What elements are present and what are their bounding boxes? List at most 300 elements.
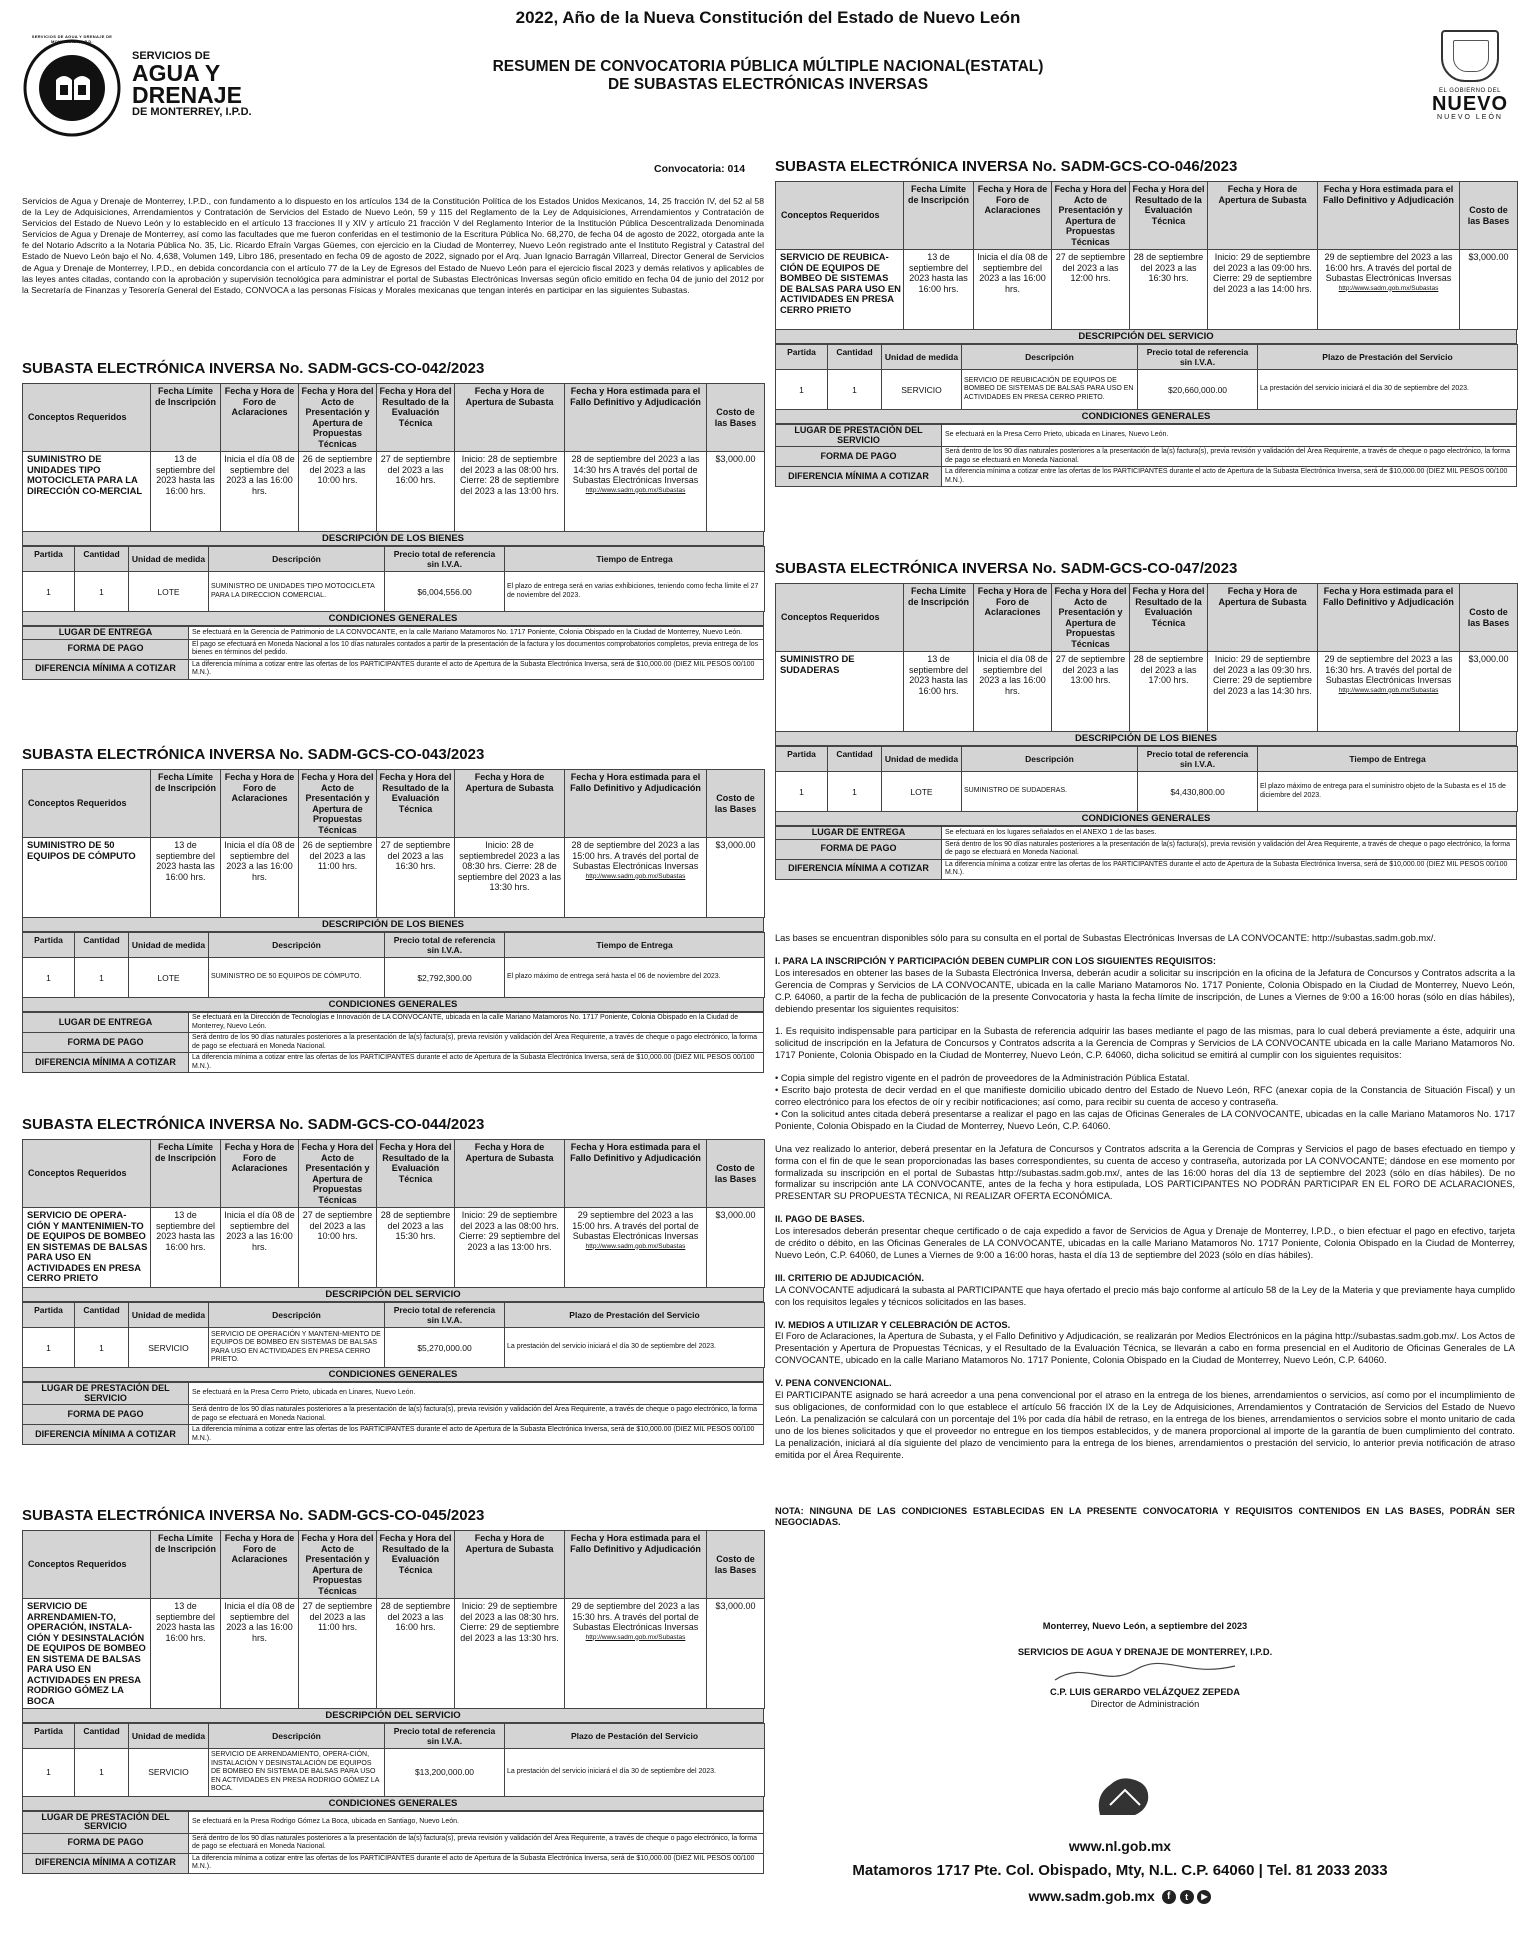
payment-value: Será dentro de los 90 días naturales posteriores a la presentación de la(s) factura(s), previa revisión y validación del Área Requirente, a través de cheque o pago electrónico, la forma de pago se efectuará en Moneda Nacional.	[942, 839, 1517, 859]
header-price: Precio total de referencia sin I.V.A.	[1138, 747, 1258, 772]
description-data-row	[23, 1328, 765, 1368]
auction-schedule-table	[775, 181, 1518, 330]
header-opening: Fecha y Hora de Apertura de Subasta	[1208, 182, 1318, 250]
place-value: Se efectuará en la Gerencia de Patrimonio de LA CONVOCANTE, en la calle Mariano Matamoros No. 1717 Poniente, Colonia Obispado en la Ciudad de Monterrey, Nuevo León.	[189, 627, 764, 640]
qty-cell: 1	[828, 772, 882, 812]
deadline-cell: 13 de septiembre del 2023 hasta las 16:00 hrs.	[151, 452, 221, 532]
requirement-bullet-1: • Copia simple del registro vigente en el padrón de proveedores de la Administración Pública Estatal.	[775, 1073, 1190, 1084]
header-description: Descripción	[962, 345, 1138, 370]
header-concepts: Conceptos Requeridos	[23, 770, 151, 838]
signatory-name: C.P. LUIS GERARDO VELÁZQUEZ ZEPEDA	[1050, 1687, 1240, 1697]
conditions-header: CONDICIONES GENERALES	[775, 812, 1517, 826]
forum-cell: Inicia el día 08 de septiembre del 2023 a las 16:00 hrs.	[974, 250, 1052, 330]
concept-cell: SUMINISTRO DE UNIDADES TIPO MOTOCICLETA PARA LA DIRECCIÓN CO-MERCIAL	[23, 452, 151, 532]
ruling-text: 29 de septiembre del 2023 a las 16:00 hrs. A través del portal de Subastas Electrónicas Inversas	[1324, 252, 1453, 283]
concept-cell: SUMINISTRO DE SUDADERAS	[776, 652, 904, 732]
header-description: Descripción	[209, 547, 385, 572]
header-evaluation: Fecha y Hora del Resultado de la Evaluación Técnica	[377, 384, 455, 452]
conditions-table	[22, 1811, 764, 1874]
auction-block	[22, 360, 764, 680]
intro-paragraph: Servicios de Agua y Drenaje de Monterrey, I.P.D., con fundamento a lo dispuesto en los artículos 134 de la Constitución Política de los Estados Unidos Mexicanos, 14, 25 fracción IV, del 52 al 58 de la Ley de Adquisiciones, Arrendamientos y Contratación de Servicios del Estado de Nuevo León, 59 y 115 del Reglamento de la Ley de Adquisiciones, Arrendamientos y Contratación de Servicios del Estado de Nuevo León y lo establecido en el artículo 13 fracciones II y XIV y artículo 21 fracción V del Reglamento Interior de la Institución Pública Descentralizada Denominada Servicios de Agua y Drenaje de Monterrey, así como las facultades que me fueron conferidas en el testimonio de la Escritura Pública No. 68,270, de fecha 04 de agosto de 2022, otorgada ante la fe del Notario Adscrito a la Notaria Pública No. 35, Lic. Ricardo Efraín Vargas Güemes, con ejercicio en la Ciudad de Monterrey, Nuevo León registrado ante el Instituto Registral y Catastral del Estado de Nuevo León bajo el No. 4,638, Volumen 149, Libro 186, presentado en fecha 09 de agosto de 2022, signado por el Arq. Juan Ignacio Barragán Villarreal, Director General de Servicios de Agua y Drenaje de Monterrey, I.P.D., en debida concordancia con el artículo 77 de la Ley de Egresos del Estado de Nuevo León para el ejercicio fiscal 2023 y demás relativos y aplicables de las leyes antes citadas, contando con la aprobación y supervisión tecnológica para administrar el portal de Subastas Electrónicas Inversas según oficio emitido en fecha 04 de junio del 2012 por la Secretaría de Finanzas y Tesorería General del Estado, CONVOCA a las personas Físicas y Morales mexicanas que tengan interés en participar en las siguientes Subastas.	[22, 196, 764, 295]
unit-cell: LOTE	[882, 772, 962, 812]
header-concepts: Conceptos Requeridos	[776, 182, 904, 250]
evaluation-cell: 27 de septiembre del 2023 a las 16:00 hrs.	[377, 452, 455, 532]
header-description: Descripción	[209, 933, 385, 958]
section-4-title: IV. MEDIOS A UTILIZAR Y CELEBRACIÓN DE ACTOS.	[775, 1319, 1011, 1330]
cost-cell: $3,000.00	[1460, 250, 1518, 330]
description-table	[22, 1302, 765, 1368]
concept-cell: SERVICIO DE REUBICA-CIÓN DE EQUIPOS DE BOMBEO DE SISTEMAS DE BALSAS PARA USO EN ACTIVIDADES EN PRESA CERRO PRIETO	[776, 250, 904, 330]
header-item: Partida	[776, 747, 828, 772]
header-price: Precio total de referencia sin I.V.A.	[385, 1303, 505, 1328]
header-ruling: Fecha y Hora estimada para el Fallo Definitivo y Adjudicación	[565, 770, 707, 838]
ruling-cell	[565, 838, 707, 918]
header-qty: Cantidad	[828, 345, 882, 370]
auction-title: SUBASTA ELECTRÓNICA INVERSA No. SADM-GCS-CO-046/2023	[775, 158, 1238, 175]
item-cell: 1	[23, 572, 75, 612]
header-qty: Cantidad	[75, 1303, 129, 1328]
schedule-data-row	[23, 1599, 765, 1709]
ruling-text: 29 de septiembre del 2023 a las 16:30 hrs. A través del portal de Subastas Electrónicas Inversas	[1324, 654, 1453, 685]
sadm-logo	[22, 34, 272, 138]
item-cell: 1	[23, 1749, 75, 1797]
header-time: Plazo de Pestación del Servicio	[505, 1724, 765, 1749]
opening-cell: Inicio: 29 de septiembre del 2023 a las 09:00 hrs. Cierre: 29 de septiembre del 2023 a las 14:00 hrs.	[1208, 250, 1318, 330]
item-cell: 1	[23, 958, 75, 998]
header-cost: Costo de las Bases	[1460, 584, 1518, 652]
youtube-icon[interactable]: ▶	[1197, 1890, 1211, 1904]
auction-portal-link[interactable]: http://www.sadm.gob.mx/Subastas	[585, 872, 686, 880]
section-1-paragraph-1: Los interesados en obtener las bases de la Subasta Electrónica Inversa, deberán acudir a solicitar su inscripción en la oficina de la Jefatura de Concursos y Contratos adscrita a la Gerencia de Compras y Servicios de LA CONVOCANTE, ubicada en la calle Mariano Matamoros No. 1717 Poniente, Colonia Obispado en la Ciudad de Monterrey, Nuevo León, C.P. 64060, a partir de la fecha de publicación de la presente Convocatoria y hasta la fecha límite de inscripción, de Lunes a Viernes de 9:00 a 16:00 horas (sólo en días hábiles), debiendo presentar los siguientes requisitos:	[775, 967, 1515, 1014]
condition-difference-row	[776, 859, 1517, 879]
ruling-cell	[1318, 652, 1460, 732]
schedule-data-row	[23, 838, 765, 918]
sadm-logo-ring-text: SERVICIOS DE AGUA Y DRENAJE DE MONTERREY, I.P.D.	[31, 34, 113, 44]
payment-label: FORMA DE PAGO	[776, 839, 942, 859]
opening-cell: Inicio: 28 de septiembredel 2023 a las 08:30 hrs. Cierre: 28 de septiembre del 2023 a las 13:30 hrs.	[455, 838, 565, 918]
deadline-cell: 13 de septiembre del 2023 hasta las 16:00 hrs.	[151, 1208, 221, 1288]
cost-cell: $3,000.00	[707, 452, 765, 532]
opening-cell: Inicio: 29 de septiembre del 2023 a las 08:30 hrs. Cierre: 29 de septiembre del 2023 a las 13:30 hrs.	[455, 1599, 565, 1709]
description-cell: SUMINISTRO DE 50 EQUIPOS DE CÓMPUTO.	[209, 958, 385, 998]
header-unit: Unidad de medida	[129, 933, 209, 958]
auction-schedule-table	[22, 1530, 765, 1709]
difference-label: DIFERENCIA MÍNIMA A COTIZAR	[776, 859, 942, 879]
signatory-role: Director de Administración	[1090, 1699, 1200, 1709]
opening-cell: Inicio: 28 de septiembre del 2023 a las 08:00 hrs. Cierre: 28 de septiembre del 2023 a las 13:00 hrs.	[455, 452, 565, 532]
condition-payment-row	[23, 1833, 764, 1853]
difference-value: La diferencia mínima a cotizar entre las ofertas de los PARTICIPANTES durante el acto de Apertura de la Subasta Electrónica Inversa, será de $10,000.00 (DIEZ MIL PESOS 00/100 M.N.).	[189, 1425, 764, 1445]
header-opening: Fecha y Hora de Apertura de Subasta	[455, 384, 565, 452]
twitter-icon[interactable]: t	[1180, 1890, 1194, 1904]
time-cell: El plazo máximo de entrega será hasta el 06 de noviembre del 2023.	[505, 958, 765, 998]
concept-cell: SUMINISTRO DE 50 EQUIPOS DE CÓMPUTO	[23, 838, 151, 918]
section-2-title: II. PAGO DE BASES.	[775, 1214, 865, 1225]
section-5-paragraph: El PARTICIPANTE asignado se hará acreedor a una pena convencional por el atraso en la entrega de los bienes, arrendamientos o servicios, así como por el incumplimiento de sus obligaciones, de conformidad con lo que establece el artículo 56 fracción IX de la Ley de Adquisiciones, Arrendamientos y Contratación de Servicios del Estado de Nuevo León. La penalización se calculará con un porcentaje del 1% por cada día hábil de retraso, en la entrega de los bienes, arrendamientos o servicios sobre el monto unitario de cada uno de los bienes solicitados y que el proveedor no entregue en los tiempos establecidos, y de manera proporcional al importe de la garantía de buen cumplimiento del contrato. La penalización, iniciará al día siguiente del plazo de vencimiento para la entrega de los bienes, arrendamientos o prestación del servicio, lo anterior previa notificación de atraso emitida por el Área Requirente.	[775, 1390, 1515, 1460]
year-title: 2022, Año de la Nueva Constitución del Estado de Nuevo León	[515, 8, 1021, 27]
qty-cell: 1	[75, 1749, 129, 1797]
evaluation-cell: 28 de septiembre del 2023 a las 16:00 hrs.	[377, 1599, 455, 1709]
difference-label: DIFERENCIA MÍNIMA A COTIZAR	[23, 1053, 189, 1073]
convocatoria-number: Convocatoria: 014	[654, 163, 746, 175]
auction-portal-link[interactable]: http://www.sadm.gob.mx/Subastas	[1338, 686, 1439, 694]
difference-label: DIFERENCIA MÍNIMA A COTIZAR	[776, 467, 942, 487]
header-item: Partida	[23, 933, 75, 958]
header-item: Partida	[23, 1303, 75, 1328]
header-unit: Unidad de medida	[129, 1303, 209, 1328]
header-ruling: Fecha y Hora estimada para el Fallo Definitivo y Adjudicación	[1318, 584, 1460, 652]
description-table	[775, 746, 1518, 812]
header-presentation: Fecha y Hora del Acto de Presentación y Apertura de Propuestas Técnicas	[299, 770, 377, 838]
payment-label: FORMA DE PAGO	[23, 1033, 189, 1053]
description-header-row	[776, 345, 1518, 370]
payment-label: FORMA DE PAGO	[776, 447, 942, 467]
condition-place-row	[23, 1013, 764, 1033]
description-cell: SERVICIO DE REUBICACIÓN DE EQUIPOS DE BOMBEO DE SISTEMAS DE BALSAS PARA USO EN ACTIVIDADES EN PRESA CERRO PRIETO.	[962, 370, 1138, 410]
schedule-data-row	[23, 1208, 765, 1288]
unit-cell: LOTE	[129, 958, 209, 998]
facebook-icon[interactable]: f	[1162, 1890, 1176, 1904]
payment-label: FORMA DE PAGO	[23, 1833, 189, 1853]
header-description: Descripción	[209, 1724, 385, 1749]
header-time: Plazo de Prestación del Servicio	[505, 1303, 765, 1328]
header-evaluation: Fecha y Hora del Resultado de la Evaluación Técnica	[1130, 584, 1208, 652]
description-header: DESCRIPCIÓN DE LOS BIENES	[775, 732, 1517, 746]
qty-cell: 1	[75, 1328, 129, 1368]
payment-value: El pago se efectuará en Moneda Nacional a los 10 días naturales contados a partir de la presentación de la factura y los documentos comprobatorios completos, previa entrega de los bienes en términos del pedido.	[189, 639, 764, 659]
presentation-cell: 26 de septiembre del 2023 a las 11:00 hrs.	[299, 838, 377, 918]
time-cell: El plazo máximo de entrega para el suministro objeto de la Subasta es el 15 de diciembre del 2023.	[1258, 772, 1518, 812]
section-5-title: V. PENA CONVENCIONAL.	[775, 1378, 892, 1389]
header-forum: Fecha y Hora de Foro de Aclaraciones	[221, 1531, 299, 1599]
description-data-row	[23, 958, 765, 998]
auction-schedule-table	[22, 769, 765, 918]
description-header-row	[23, 547, 765, 572]
condition-place-row	[776, 425, 1517, 447]
header-cost: Costo de las Bases	[707, 1140, 765, 1208]
document-title	[300, 58, 1236, 94]
conditions-table	[22, 1012, 764, 1073]
description-header: DESCRIPCIÓN DE LOS BIENES	[22, 918, 764, 932]
condition-payment-row	[23, 1405, 764, 1425]
ruling-text: 29 septiembre del 2023 a las 15:00 hrs. A través del portal de Subastas Electrónicas Inversas	[572, 1210, 699, 1241]
auction-portal-link[interactable]: http://www.sadm.gob.mx/Subastas	[585, 486, 686, 494]
header-presentation: Fecha y Hora del Acto de Presentación y Apertura de Propuestas Técnicas	[299, 1531, 377, 1599]
difference-value: La diferencia mínima a cotizar entre las ofertas de los PARTICIPANTES durante el acto de Apertura de la Subasta Electrónica Inversa, será de $10,000.00 (DIEZ MIL PESOS 00/100 M.N.).	[942, 859, 1517, 879]
price-cell: $4,430,800.00	[1138, 772, 1258, 812]
header-deadline: Fecha Límite de Inscripción	[904, 182, 974, 250]
schedule-data-row	[23, 452, 765, 532]
qty-cell: 1	[828, 370, 882, 410]
ruling-cell	[1318, 250, 1460, 330]
conditions-header: CONDICIONES GENERALES	[22, 612, 764, 626]
section-3-title: III. CRITERIO DE ADJUDICACIÓN.	[775, 1272, 924, 1283]
description-header: DESCRIPCIÓN DEL SERVICIO	[775, 330, 1517, 344]
section-1-paragraph-3: Una vez realizado lo anterior, deberá presentar en la Jefatura de Concursos y Contratos adscrita a la Gerencia de Compras y Servicios el pago de bases efectuado en tiempo y forma con el fin de que le sean proporcionadas las bases correspondientes, su cuenta de acceso y contraseña, autorizada por LA CONVOCANTE; dándose en ese momento por formalizada su inscripción en el portal de Subastas http://subastas.sadm.gob.mx/, antes de las 16:00 horas del día 13 de septiembre del 2023 (sólo en días hábiles). De no formalizar su inscripción ante LA CONVOCANTE, antes de la fecha y hora estipulada, LOS PARTICIPANTES NO PODRÁN PARTICIPAR EN EL FORO DE ACLARACIONES, PRESENTAR SU PROPUESTA TÉCNICA, NI REALIZAR OFERTA ECONÓMICA.	[775, 1143, 1515, 1202]
conditions-header: CONDICIONES GENERALES	[775, 410, 1517, 424]
ruling-cell	[565, 452, 707, 532]
header-qty: Cantidad	[75, 547, 129, 572]
description-table	[22, 546, 765, 612]
header-evaluation: Fecha y Hora del Resultado de la Evaluación Técnica	[377, 1140, 455, 1208]
place-value: Se efectuará en los lugares señalados en el ANEXO 1 de las bases.	[942, 827, 1517, 840]
section-4-paragraph: El Foro de Aclaraciones, la Apertura de Subasta, y el Fallo Definitivo y Adjudicación, se realizarán por Medios Electrónicos en la página http://subastas.sadm.gob.mx/. Los Actos de Presentación y Apertura de Propuestas Técnicas, y el Resultado de la Evaluación Técnica, se llevarán a cabo en forma presencial en el Auditorio de Oficinas Generales de LA CONVOCANTE, ubicado en la calle Mariano Matamoros No. 1717 Poniente, Colonia Obispado en la Ciudad de Monterrey, Nuevo León, C.P. 64060.	[775, 1331, 1515, 1366]
auction-title: SUBASTA ELECTRÓNICA INVERSA No. SADM-GCS-CO-045/2023	[22, 1507, 485, 1524]
condition-place-row	[776, 827, 1517, 840]
header-ruling: Fecha y Hora estimada para el Fallo Definitivo y Adjudicación	[1318, 182, 1460, 250]
footer-website-1[interactable]: www.nl.gob.mx	[1068, 1838, 1172, 1854]
evaluation-cell: 27 de septiembre del 2023 a las 16:30 hrs.	[377, 838, 455, 918]
unit-cell: SERVICIO	[129, 1328, 209, 1368]
requirements-text	[775, 933, 1515, 1529]
header-evaluation: Fecha y Hora del Resultado de la Evaluación Técnica	[377, 1531, 455, 1599]
time-cell: La prestación del servicio iniciará el día 30 de septiembre del 2023.	[1258, 370, 1518, 410]
difference-value: La diferencia mínima a cotizar entre las ofertas de los PARTICIPANTES durante el acto de Apertura de la Subasta Electrónica Inversa, será de $10,000.00 (DIEZ MIL PESOS 00/100 M.N.).	[189, 1853, 764, 1873]
place-label: LUGAR DE PRESTACIÓN DEL SERVICIO	[23, 1811, 189, 1833]
signature-icon	[1045, 1658, 1245, 1686]
condition-place-row	[23, 1383, 764, 1405]
conditions-table	[22, 626, 764, 680]
evaluation-cell: 28 de septiembre del 2023 a las 15:30 hrs.	[377, 1208, 455, 1288]
header-presentation: Fecha y Hora del Acto de Presentación y Apertura de Propuestas Técnicas	[299, 384, 377, 452]
place-label: LUGAR DE PRESTACIÓN DEL SERVICIO	[776, 425, 942, 447]
auction-block	[775, 560, 1517, 880]
price-cell: $6,004,556.00	[385, 572, 505, 612]
header-description: Descripción	[962, 747, 1138, 772]
header-unit: Unidad de medida	[882, 345, 962, 370]
header-unit: Unidad de medida	[129, 1724, 209, 1749]
time-cell: La prestación del servicio iniciará el día 30 de septiembre del 2023.	[505, 1328, 765, 1368]
forum-cell: Inicia el día 08 de septiembre del 2023 a las 16:00 hrs.	[221, 452, 299, 532]
conditions-table	[775, 424, 1517, 487]
place-value: Se efectuará en la Presa Cerro Prieto, ubicada en Linares, Nuevo León.	[942, 425, 1517, 447]
description-cell: SERVICIO DE ARRENDAMIENTO, OPERA-CIÓN, INSTALACIÓN Y DESINSTALACIÓN DE EQUIPOS DE BOMBEO EN SISTEMA DE BALSAS PARA USO EN ACTIVIDADES EN PRESA RODRIGO GÓMEZ LA BOCA.	[209, 1749, 385, 1797]
presentation-cell: 27 de septiembre del 2023 a las 11:00 hrs.	[299, 1599, 377, 1709]
coat-of-arms-icon	[1441, 30, 1499, 82]
description-table	[22, 932, 765, 998]
sadm-logo-line-4: DE MONTERREY, I.P.D.	[132, 106, 252, 118]
condition-difference-row	[23, 1425, 764, 1445]
header-concepts: Conceptos Requeridos	[23, 1531, 151, 1599]
condition-difference-row	[23, 659, 764, 679]
ruling-text: 28 de septiembre del 2023 a las 15:00 hrs. A través del portal de Subastas Electrónicas Inversas	[571, 840, 700, 871]
header-forum: Fecha y Hora de Foro de Aclaraciones	[221, 770, 299, 838]
evaluation-cell: 28 de septiembre del 2023 a las 16:30 hrs.	[1130, 250, 1208, 330]
header-opening: Fecha y Hora de Apertura de Subasta	[1208, 584, 1318, 652]
schedule-header-row	[23, 384, 765, 452]
header-deadline: Fecha Límite de Inscripción	[151, 1140, 221, 1208]
condition-payment-row	[776, 447, 1517, 467]
auction-portal-link[interactable]: http://www.sadm.gob.mx/Subastas	[585, 1633, 686, 1641]
description-table	[22, 1723, 765, 1797]
forum-cell: Inicia el día 08 de septiembre del 2023 a las 16:00 hrs.	[221, 1599, 299, 1709]
description-header: DESCRIPCIÓN DEL SERVICIO	[22, 1288, 764, 1302]
payment-label: FORMA DE PAGO	[23, 639, 189, 659]
header-cost: Costo de las Bases	[1460, 182, 1518, 250]
description-data-row	[776, 370, 1518, 410]
qty-cell: 1	[75, 958, 129, 998]
document-title-line-2: DE SUBASTAS ELECTRÓNICAS INVERSAS	[607, 76, 929, 93]
header-qty: Cantidad	[828, 747, 882, 772]
schedule-header-row	[23, 1531, 765, 1599]
auction-schedule-table	[22, 383, 765, 532]
auction-block	[22, 1507, 764, 1874]
sadm-logo-line-2: AGUA Y	[132, 60, 221, 86]
sadm-logo-line-1: SERVICIOS DE	[132, 50, 211, 62]
header-time: Tiempo de Entrega	[505, 547, 765, 572]
sadm-logo-text	[132, 50, 252, 118]
description-header: DESCRIPCIÓN DEL SERVICIO	[22, 1709, 764, 1723]
ruling-cell	[565, 1599, 707, 1709]
conditions-header: CONDICIONES GENERALES	[22, 1797, 764, 1811]
payment-value: Será dentro de los 90 días naturales posteriores a la presentación de la(s) factura(s), previa revisión y validación del Área Requirente, a través de cheque o pago electrónico, la forma de pago se efectuará en Moneda Nacional.	[189, 1405, 764, 1425]
description-cell: SUMINISTRO DE UNIDADES TIPO MOTOCICLETA PARA LA DIRECCION COMERCIAL.	[209, 572, 385, 612]
header-unit: Unidad de medida	[882, 747, 962, 772]
header-unit: Unidad de medida	[129, 547, 209, 572]
unit-cell: LOTE	[129, 572, 209, 612]
header-qty: Cantidad	[75, 933, 129, 958]
header-price: Precio total de referencia sin I.V.A.	[385, 1724, 505, 1749]
description-data-row	[776, 772, 1518, 812]
conditions-table	[22, 1382, 764, 1445]
cost-cell: $3,000.00	[707, 1208, 765, 1288]
section-2-paragraph: Los interesados deberán presentar cheque certificado o de caja expedido a favor de Servicios de Agua y Drenaje de Monterrey, I.P.D., o bien efectuar el pago en efectivo, tarjeta de crédito o débito, en las Oficinas Generales de LA CONVOCANTE, ubicadas en la calle Mariano Matamoros No. 1717 Poniente, Colonia Obispado en la Ciudad de Monterrey, Nuevo León, C.P. 64060, de Lunes a Viernes de 9:00 a 16:00 horas, hasta el día 13 de septiembre del 2023 (sólo en días hábiles).	[775, 1226, 1515, 1260]
price-cell: $20,660,000.00	[1138, 370, 1258, 410]
auction-block	[22, 746, 764, 1073]
condition-difference-row	[23, 1853, 764, 1873]
section-1-paragraph-2: 1. Es requisito indispensable para participar en la Subasta de referencia adquirir las bases mediante el pago de las mismas, para lo cual deberá previamente a éste, adquirir una solicitud de inscripción en la Jefatura de Concursos y Contratos adscrita a la Gerencia de Compras y Servicios de LA CONVOCANTE ubicada en la calle Mariano Matamoros No. 1717 Poniente, Colonia Obispado en la Ciudad de Monterrey, Nuevo León, C.P. 64060, dicha solicitud se emitirá al cumplir con los siguientes requisitos:	[775, 1026, 1515, 1061]
signature-block	[775, 1620, 1515, 1710]
footer-website-2-link[interactable]: www.sadm.gob.mx	[1028, 1888, 1155, 1904]
difference-label: DIFERENCIA MÍNIMA A COTIZAR	[23, 1853, 189, 1873]
conditions-header: CONDICIONES GENERALES	[22, 998, 764, 1012]
header-opening: Fecha y Hora de Apertura de Subasta	[455, 1531, 565, 1599]
header-deadline: Fecha Límite de Inscripción	[151, 1531, 221, 1599]
header-opening: Fecha y Hora de Apertura de Subasta	[455, 1140, 565, 1208]
header-presentation: Fecha y Hora del Acto de Presentación y Apertura de Propuestas Técnicas	[1052, 584, 1130, 652]
condition-difference-row	[23, 1053, 764, 1073]
header-item: Partida	[23, 547, 75, 572]
requirement-bullet-2: • Escrito bajo protesta de decir verdad en el que manifieste domicilio ubicado dentro del Estado de Nuevo León, RFC (anexar copia de la Constancia de Situación Fiscal) y un correo electrónico para los efectos de oír y recibir notificaciones; así como, para recibir su cuenta de acceso y contraseña.	[775, 1085, 1515, 1107]
header-forum: Fecha y Hora de Foro de Aclaraciones	[974, 584, 1052, 652]
concept-cell: SERVICIO DE ARRENDAMIEN-TO, OPERACIÓN, INSTALA-CIÓN Y DESINSTALACIÓN DE EQUIPOS DE BOMBEO EN SISTEMA DE BALSAS PARA USO EN ACTIVIDADES EN PRESA RODRIGO GÓMEZ LA BOCA	[23, 1599, 151, 1709]
condition-difference-row	[776, 467, 1517, 487]
forum-cell: Inicia el día 08 de septiembre del 2023 a las 16:00 hrs.	[221, 1208, 299, 1288]
description-header-row	[776, 747, 1518, 772]
concept-cell: SERVICIO DE OPERA-CIÓN Y MANTENIMIEN-TO DE EQUIPOS DE BOMBEO EN SISTEMAS DE BALSAS PARA USO EN ACTIVIDADES EN PRESA CERRO PRIETO	[23, 1208, 151, 1288]
cost-cell: $3,000.00	[707, 838, 765, 918]
header-forum: Fecha y Hora de Foro de Aclaraciones	[221, 1140, 299, 1208]
presentation-cell: 27 de septiembre del 2023 a las 12:00 hrs.	[1052, 250, 1130, 330]
payment-value: Será dentro de los 90 días naturales posteriores a la presentación de la(s) factura(s), previa revisión y validación del Área Requirente, a través de cheque o pago electrónico, la forma de pago se efectuará en Moneda Nacional.	[189, 1833, 764, 1853]
header-ruling: Fecha y Hora estimada para el Fallo Definitivo y Adjudicación	[565, 1531, 707, 1599]
opening-cell: Inicio: 29 de septiembre del 2023 a las 08:00 hrs. Cierre: 29 septiembre del 2023 a las 13:00 hrs.	[455, 1208, 565, 1288]
difference-value: La diferencia mínima a cotizar entre las ofertas de los PARTICIPANTES durante el acto de Apertura de la Subasta Electrónica Inversa, será de $10,000.00 (DIEZ MIL PESOS 00/100 M.N.).	[189, 1053, 764, 1073]
payment-value: Será dentro de los 90 días naturales posteriores a la presentación de la(s) factura(s), previa revisión y validación del Área Requirente, a través de cheque o pago electrónico, la forma de pago se efectuará en Moneda Nacional.	[942, 447, 1517, 467]
difference-label: DIFERENCIA MÍNIMA A COTIZAR	[23, 1425, 189, 1445]
requirement-bullet-3: • Con la solicitud antes citada deberá presentarse a realizar el pago en las cajas de Oficinas Generales de LA CONVOCANTE, ubicadas en la calle Mariano Matamoros No. 1717 Poniente, Colonia Obispado en la Ciudad de Monterrey, Nuevo León, C.P. 64060.	[775, 1108, 1515, 1131]
header-price: Precio total de referencia sin I.V.A.	[385, 547, 505, 572]
price-cell: $13,200,000.00	[385, 1749, 505, 1797]
unit-cell: SERVICIO	[129, 1749, 209, 1797]
description-header: DESCRIPCIÓN DE LOS BIENES	[22, 532, 764, 546]
section-3-paragraph: LA CONVOCANTE adjudicará la subasta al PARTICIPANTE que haya ofertado el precio más bajo conforme al artículo 58 de la Ley de la Materia y que previamente haya cumplido con los requisitos legales y técnicos solicitados en las bases.	[775, 1284, 1515, 1307]
place-label: LUGAR DE ENTREGA	[23, 1013, 189, 1033]
item-cell: 1	[776, 772, 828, 812]
description-data-row	[23, 1749, 765, 1797]
signature-scribble	[775, 1658, 1515, 1686]
difference-value: La diferencia mínima a cotizar entre las ofertas de los PARTICIPANTES durante el acto de Apertura de la Subasta Electrónica Inversa, será de $10,000.00 (DIEZ MIL PESOS 00/100 M.N.).	[942, 467, 1517, 487]
difference-value: La diferencia mínima a cotizar entre las ofertas de los PARTICIPANTES durante el acto de Apertura de la Subasta Electrónica Inversa, será de $10,000.00 (DIEZ MIL PESOS 00/100 M.N.).	[189, 659, 764, 679]
header-time: Tiempo de Entrega	[505, 933, 765, 958]
ruling-text: 28 de septiembre del 2023 a las 14:30 hrs A través del portal de Subastas Electrónicas Inversas	[571, 454, 700, 485]
header-presentation: Fecha y Hora del Acto de Presentación y Apertura de Propuestas Técnicas	[1052, 182, 1130, 250]
auction-title: SUBASTA ELECTRÓNICA INVERSA No. SADM-GCS-CO-044/2023	[22, 1116, 485, 1133]
place-value: Se efectuará en la Presa Cerro Prieto, ubicada en Linares, Nuevo León.	[189, 1383, 764, 1405]
header-price: Precio total de referencia sin I.V.A.	[385, 933, 505, 958]
place-value: Se efectuará en la Presa Rodrigo Gómez La Boca, ubicada en Santiago, Nuevo León.	[189, 1811, 764, 1833]
auction-portal-link[interactable]: http://www.sadm.gob.mx/Subastas	[1338, 284, 1439, 292]
header-deadline: Fecha Límite de Inscripción	[151, 384, 221, 452]
auction-title: SUBASTA ELECTRÓNICA INVERSA No. SADM-GCS-CO-042/2023	[22, 360, 485, 377]
forum-cell: Inicia el día 08 de septiembre del 2023 a las 16:00 hrs.	[974, 652, 1052, 732]
condition-payment-row	[776, 839, 1517, 859]
price-cell: $2,792,300.00	[385, 958, 505, 998]
description-header-row	[23, 933, 765, 958]
gov-logo-small: EL GOBIERNO DEL	[1439, 88, 1501, 94]
footer-website-2	[860, 1888, 1380, 1904]
time-cell: El plazo de entrega será en varias exhibiciones, teniendo como fecha límite el 27 de noviembre del 2023.	[505, 572, 765, 612]
description-header-row	[23, 1724, 765, 1749]
place-label: LUGAR DE PRESTACIÓN DEL SERVICIO	[23, 1383, 189, 1405]
auction-schedule-table	[22, 1139, 765, 1288]
header-cost: Costo de las Bases	[707, 384, 765, 452]
difference-label: DIFERENCIA MÍNIMA A COTIZAR	[23, 659, 189, 679]
header-presentation: Fecha y Hora del Acto de Presentación y Apertura de Propuestas Técnicas	[299, 1140, 377, 1208]
unit-cell: SERVICIO	[882, 370, 962, 410]
header-time: Plazo de Prestación del Servicio	[1258, 345, 1518, 370]
header-forum: Fecha y Hora de Foro de Aclaraciones	[221, 384, 299, 452]
auction-portal-link[interactable]: http://www.sadm.gob.mx/Subastas	[585, 1242, 686, 1250]
header-price: Precio total de referencia sin I.V.A.	[1138, 345, 1258, 370]
item-cell: 1	[776, 370, 828, 410]
condition-payment-row	[23, 639, 764, 659]
auction-schedule-table	[775, 583, 1518, 732]
footer-address: Matamoros 1717 Pte. Col. Obispado, Mty, N.L. C.P. 64060 | Tel. 81 2033 2033	[852, 1862, 1388, 1879]
header-concepts: Conceptos Requeridos	[776, 584, 904, 652]
cost-cell: $3,000.00	[707, 1599, 765, 1709]
lion-logo-icon	[1080, 1770, 1170, 1820]
auction-title: SUBASTA ELECTRÓNICA INVERSA No. SADM-GCS-CO-047/2023	[775, 560, 1238, 577]
deadline-cell: 13 de septiembre del 2023 hasta las 16:00 hrs.	[151, 838, 221, 918]
nuevo-leon-logo	[1425, 30, 1515, 125]
qty-cell: 1	[75, 572, 129, 612]
header-opening: Fecha y Hora de Apertura de Subasta	[455, 770, 565, 838]
description-cell: SERVICIO DE OPERACIÓN Y MANTENI-MIENTO DE EQUIPOS DE BOMBEO EN SISTEMAS DE BALSAS PARA USO EN ACTIVIDADES EN PRESA CERRO PRIETO.	[209, 1328, 385, 1368]
description-table	[775, 344, 1518, 410]
condition-payment-row	[23, 1033, 764, 1053]
forum-cell: Inicia el día 08 de septiembre del 2023 a las 16:00 hrs.	[221, 838, 299, 918]
description-header-row	[23, 1303, 765, 1328]
time-cell: La prestación del servicio iniciará el día 30 de septiembre del 2023.	[505, 1749, 765, 1797]
place-value: Se efectuará en la Dirección de Tecnologías e Innovación de LA CONVOCANTE, ubicada en la calle Mariano Matamoros No. 1717 Poniente, Colonia Obispado en la Ciudad de Monterrey, Nuevo León.	[189, 1013, 764, 1033]
conditions-table	[775, 826, 1517, 880]
note: NOTA: NINGUNA DE LAS CONDICIONES ESTABLECIDAS EN LA PRESENTE CONVOCATORIA Y REQUISITOS CONTENIDOS EN LAS BASES, PODRÁN SER NEGOCIADAS.	[775, 1505, 1515, 1528]
ruling-cell	[565, 1208, 707, 1288]
conditions-header: CONDICIONES GENERALES	[22, 1368, 764, 1382]
condition-place-row	[23, 1811, 764, 1833]
payment-label: FORMA DE PAGO	[23, 1405, 189, 1425]
